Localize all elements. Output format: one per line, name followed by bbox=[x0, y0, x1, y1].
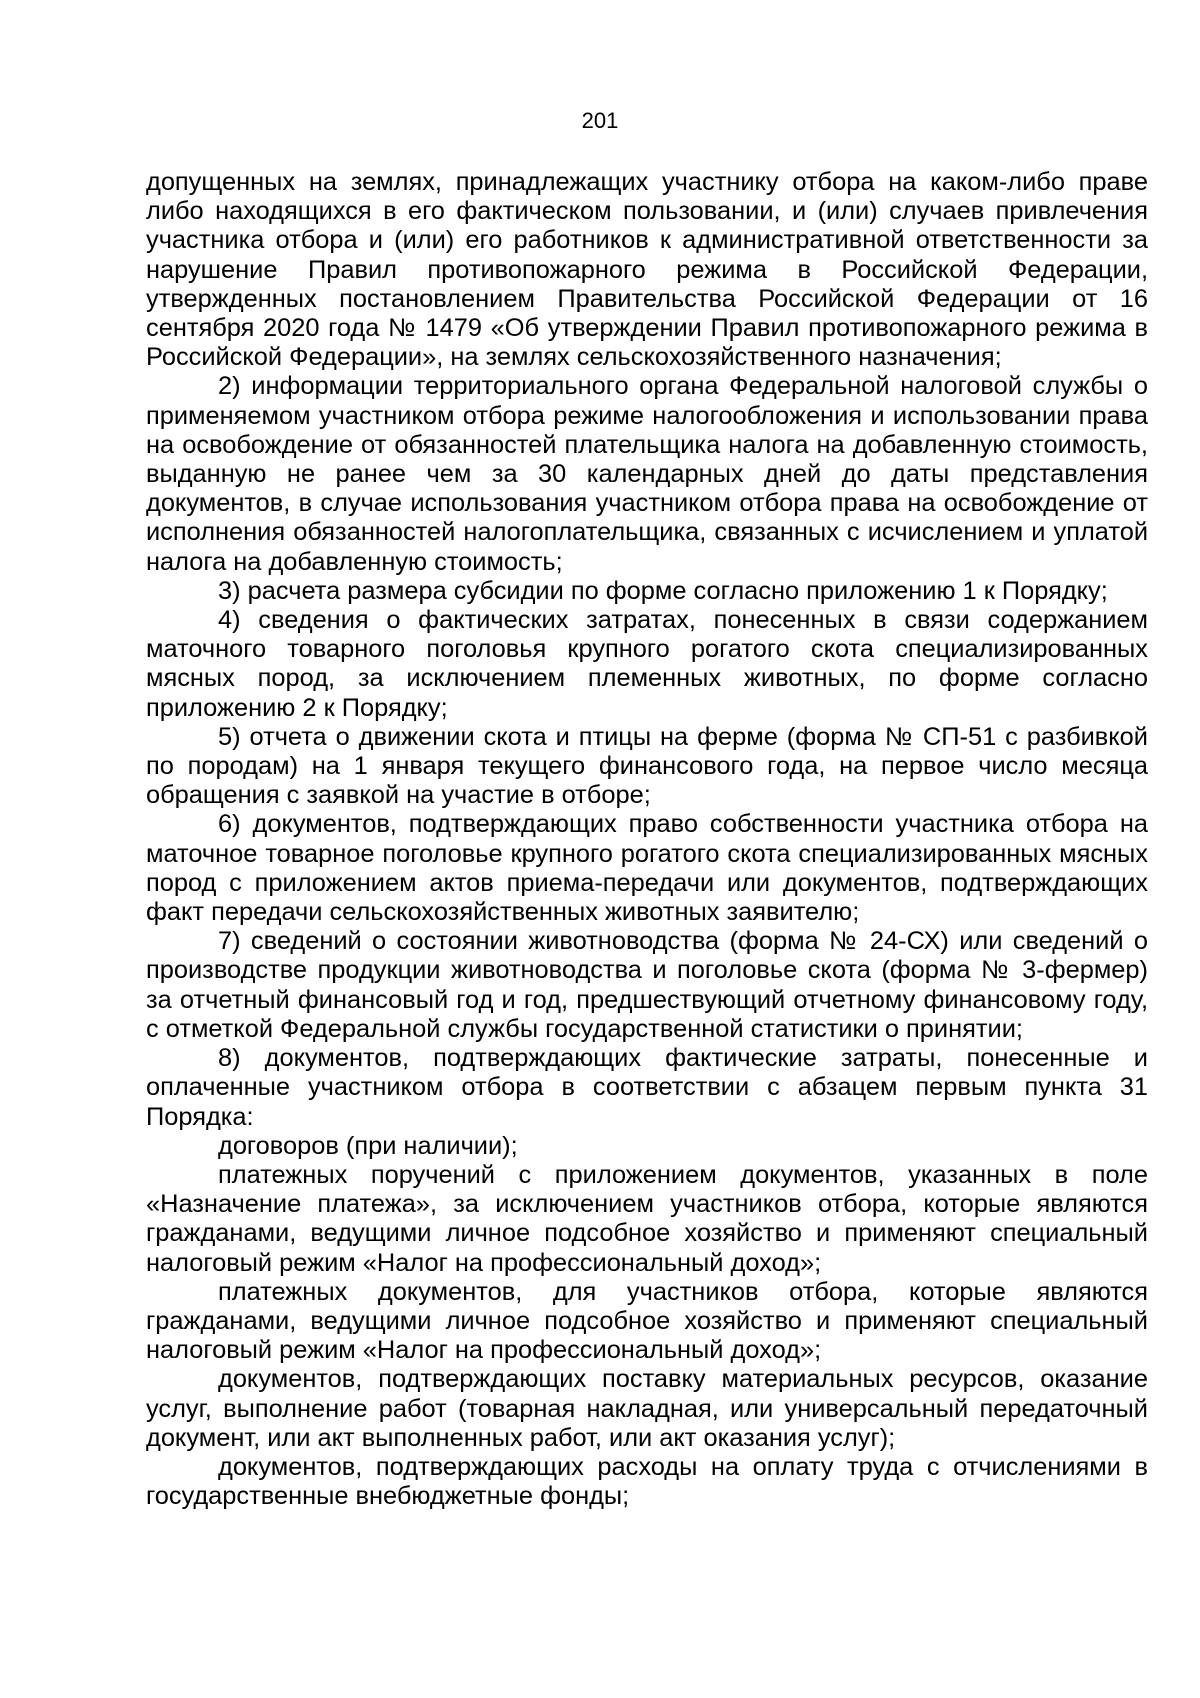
list-item-2: 2) информации территориального органа Федеральной налоговой службы о применяемом участником отбора режиме налогообложения и использовании права на освобождение от обязанностей плательщика налога на добавленную стоимость, выданную не ранее чем за 30 календарных дней до даты представления документов, в случае использования участником отбора права на освобождение от исполнения обязанностей налогоплательщика, связанных с исчислением и уплатой налога на добавленную стоимость; bbox=[146, 372, 1148, 576]
sub-item-contracts: договоров (при наличии); bbox=[218, 1131, 518, 1160]
list-item-6: 6) документов, подтверждающих право собственности участника отбора на маточное товарное поголовье крупного рогатого скота специализированных мясных пород с приложением актов приема-передачи или документов, подтверждающих факт передачи сельскохозяйственных животных заявителю; bbox=[146, 810, 1148, 927]
page-number: 201 bbox=[581, 108, 619, 133]
list-item-3: 3) расчета размера субсидии по форме согласно приложению 1 к Порядку; bbox=[218, 576, 1108, 605]
sub-item-labor-expenses: документов, подтверждающих расходы на оплату труда с отчислениями в государственные внебюджетные фонды; bbox=[146, 1452, 1148, 1511]
document-body bbox=[146, 168, 1148, 1511]
list-item-7: 7) сведений о состоянии животноводства (форма № 24-СХ) или сведений о производстве продукции животноводства и поголовье скота (форма № 3-фермер) за отчетный финансовый год и год, предшествующий отчетному финансовому году, с отметкой Федеральной службы государственной статистики о принятии; bbox=[146, 927, 1148, 1043]
sub-item-supply-documents: документов, подтверждающих поставку материальных ресурсов, оказание услуг, выполнение работ (товарная накладная, или универсальный передаточный документ, или акт выполненных работ, или акт оказания услуг); bbox=[146, 1365, 1148, 1452]
paragraph-continuation: допущенных на землях, принадлежащих участнику отбора на каком-либо праве либо находящихся в его фактическом пользовании, и (или) случаев привлечения участника отбора и (или) его работников к административной ответственности за нарушение Правил противопожарного режима в Российской Федерации, утвержденных постановлением Правительства Российской Федерации от 16 сентября 2020 года № 1479 «Об утверждении Правил противопожарного режима в Российской Федерации», на землях сельскохозяйственного назначения; bbox=[146, 168, 1148, 372]
list-item-8: 8) документов, подтверждающих фактические затраты, понесенные и оплаченные участником отбора в соответствии с абзацем первым пункта 31 Порядка: bbox=[146, 1044, 1148, 1131]
sub-item-payment-orders: платежных поручений с приложением документов, указанных в поле «Назначение платежа», за исключением участников отбора, которые являются гражданами, ведущими личное подсобное хозяйство и применяют специальный налоговый режим «Налог на профессиональный доход»; bbox=[146, 1160, 1148, 1277]
list-item-5: 5) отчета о движении скота и птицы на ферме (форма № СП-51 с разбивкой по породам) на 1 января текущего финансового года, на первое число месяца обращения с заявкой на участие в отборе; bbox=[146, 722, 1148, 810]
list-item-4: 4) сведения о фактических затратах, понесенных в связи содержанием маточного товарного поголовья крупного рогатого скота специализированных мясных пород, за исключением племенных животных, по форме согласно приложению 2 к Порядку; bbox=[146, 606, 1148, 722]
sub-item-payment-documents: платежных документов, для участников отбора, которые являются гражданами, ведущими личное подсобное хозяйство и применяют специальный налоговый режим «Налог на профессиональный доход»; bbox=[146, 1277, 1148, 1365]
